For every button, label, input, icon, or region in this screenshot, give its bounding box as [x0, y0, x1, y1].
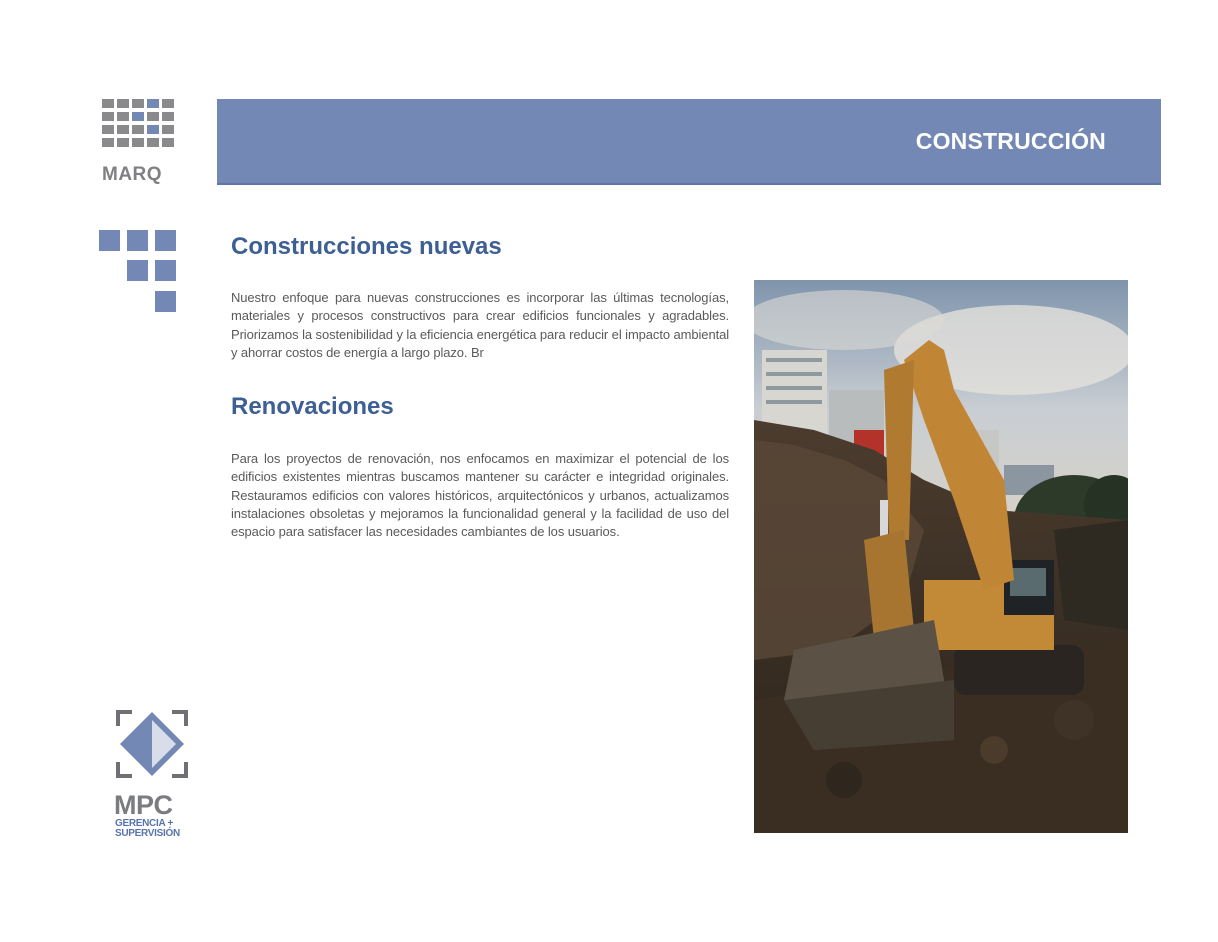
mpc-logo — [112, 706, 192, 846]
section-renovations — [231, 393, 729, 421]
excavator-photo — [754, 280, 1128, 833]
section-new-construction-body-wrap — [231, 289, 729, 362]
section-body: Nuestro enfoque para nuevas construcciones es incorporar las últimas tecnologías, materiales y procesos constructivos para crear edificios funcionales y agradables. Priorizamos la sostenibilidad y la eficiencia energética para reducir el impacto ambiental y ahorrar costos de energía a largo plazo. Br — [231, 290, 729, 360]
marq-logo-text: MARQ — [102, 164, 163, 185]
mpc-logo-subtext-1: GERENCIA + — [115, 818, 174, 829]
header-band — [217, 99, 1161, 185]
section-heading: Construcciones nuevas — [231, 233, 502, 260]
excavator-photo-illustration — [754, 280, 1128, 833]
page-title: CONSTRUCCIÓN — [915, 128, 1106, 154]
mpc-logo-mark — [112, 706, 192, 786]
marq-logo — [102, 99, 176, 187]
section-renovations-body-wrap — [231, 450, 729, 541]
mpc-logo-text: MPC — [114, 790, 173, 820]
marq-logo-grid — [102, 99, 176, 147]
mpc-logo-subtext — [115, 819, 180, 839]
section-heading: Renovaciones — [231, 393, 394, 420]
section-new-construction — [231, 233, 729, 261]
mpc-logo-subtext-2: SUPERVISIÓN — [115, 828, 180, 839]
section-body: Para los proyectos de renovación, nos enfocamos en maximizar el potencial de los edificios existentes mientras buscamos mantener su carácter e integridad originales. Restauramos edificios con valores históricos, arquitectónicos y urbanos, actualizamos instalaciones obsoletas y mejoramos la funcionalidad general y la facilidad de uso del espacio para satisfacer las necesidades cambiantes de los usuarios. — [231, 451, 729, 540]
